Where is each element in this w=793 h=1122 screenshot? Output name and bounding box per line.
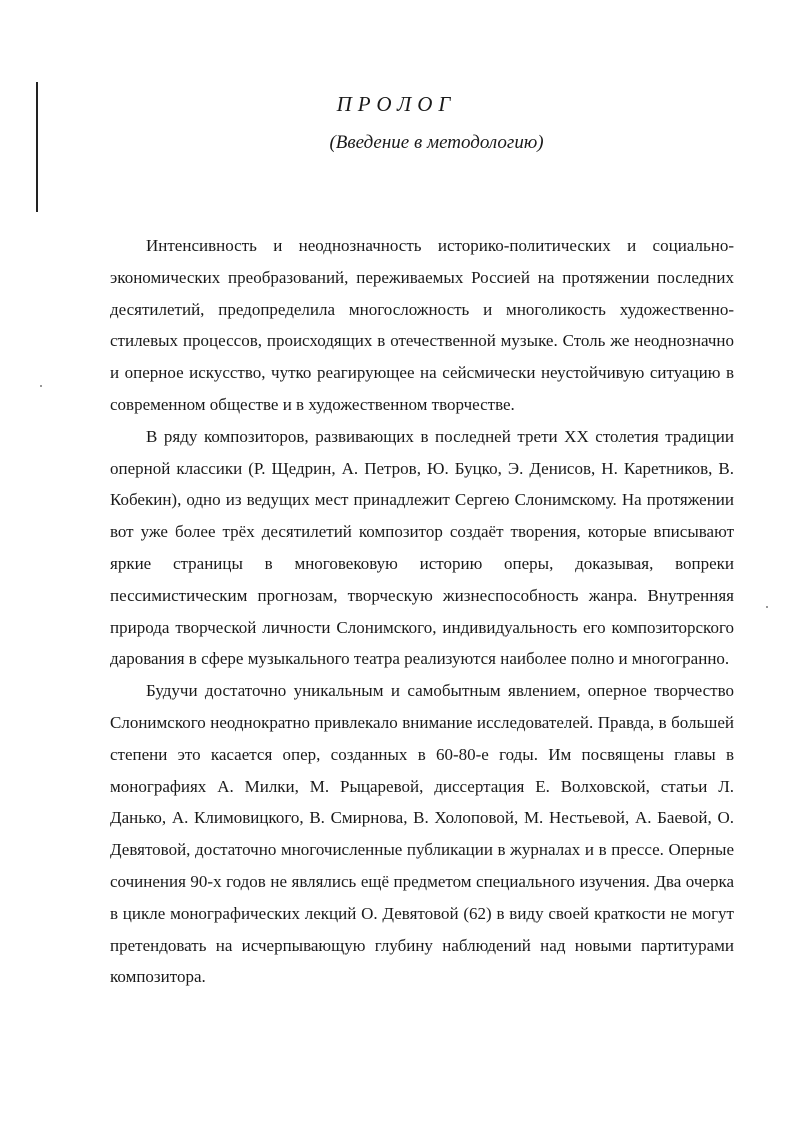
paragraph: Будучи достаточно уникальным и самобытным явлением, оперное творчество Слонимского неоднократно привлекало внимание исследователей. Правда, в большей степени это касается опер, созданных в 60-80-е годы. Им посвящены главы в монографиях А. Милки, М. Рыцаревой, диссертация Е. Волховской, статьи Л. Данько, А. Климовицкого, В. Смирнова, В. Холоповой, М. Нестьевой, А. Баевой, О. Девятовой, достаточно многочисленные публикации в журналах и в прессе. Оперные сочинения 90-х годов не являлись ещё предметом специального изучения. Два очерка в цикле монографических лекций О. Девятовой (62) в виду своей краткости не могут претендовать на исчерпывающую глубину наблюдений над новыми партитурами композитора. <box>110 681 734 987</box>
page-subtitle: (Введение в методологию) <box>329 132 544 153</box>
scan-speck <box>40 385 42 387</box>
paragraph: В ряду композиторов, развивающих в последней трети XX столетия традиции оперной классики (Р. Щедрин, А. Петров, Ю. Буцко, Э. Денисов, Н. Каретников, В. Кобекин), одно из ведущих мест принадлежит Сергею Слонимскому. На протяжении вот уже более трёх десятилетий композитор создаёт творения, которые вписывают яркие страницы в многовековую историю оперы, доказывая, вопреки пессимистическим прогнозам, творческую жизнеспособность жанра. Внутренняя природа творческой личности Слонимского, индивидуальность его композиторского дарования в сфере музыкального театра реализуются наиболее полно и многогранно. <box>110 426 734 669</box>
scan-speck <box>766 606 768 608</box>
paragraph: Интенсивность и неоднозначность историко-политических и социально-экономических преобразований, переживаемых Россией на протяжении последних десятилетий, предопределила многосложность и многоликость художественно-стилевых процессов, происходящих в отечественной музыке. Столь же неоднозначно и оперное искусство, чутко реагирующее на сейсмически неустойчивую ситуацию в современном обществе и в художественном творчестве. <box>110 236 734 414</box>
document-body <box>110 230 734 993</box>
page-title: ПРОЛОГ <box>336 92 457 116</box>
